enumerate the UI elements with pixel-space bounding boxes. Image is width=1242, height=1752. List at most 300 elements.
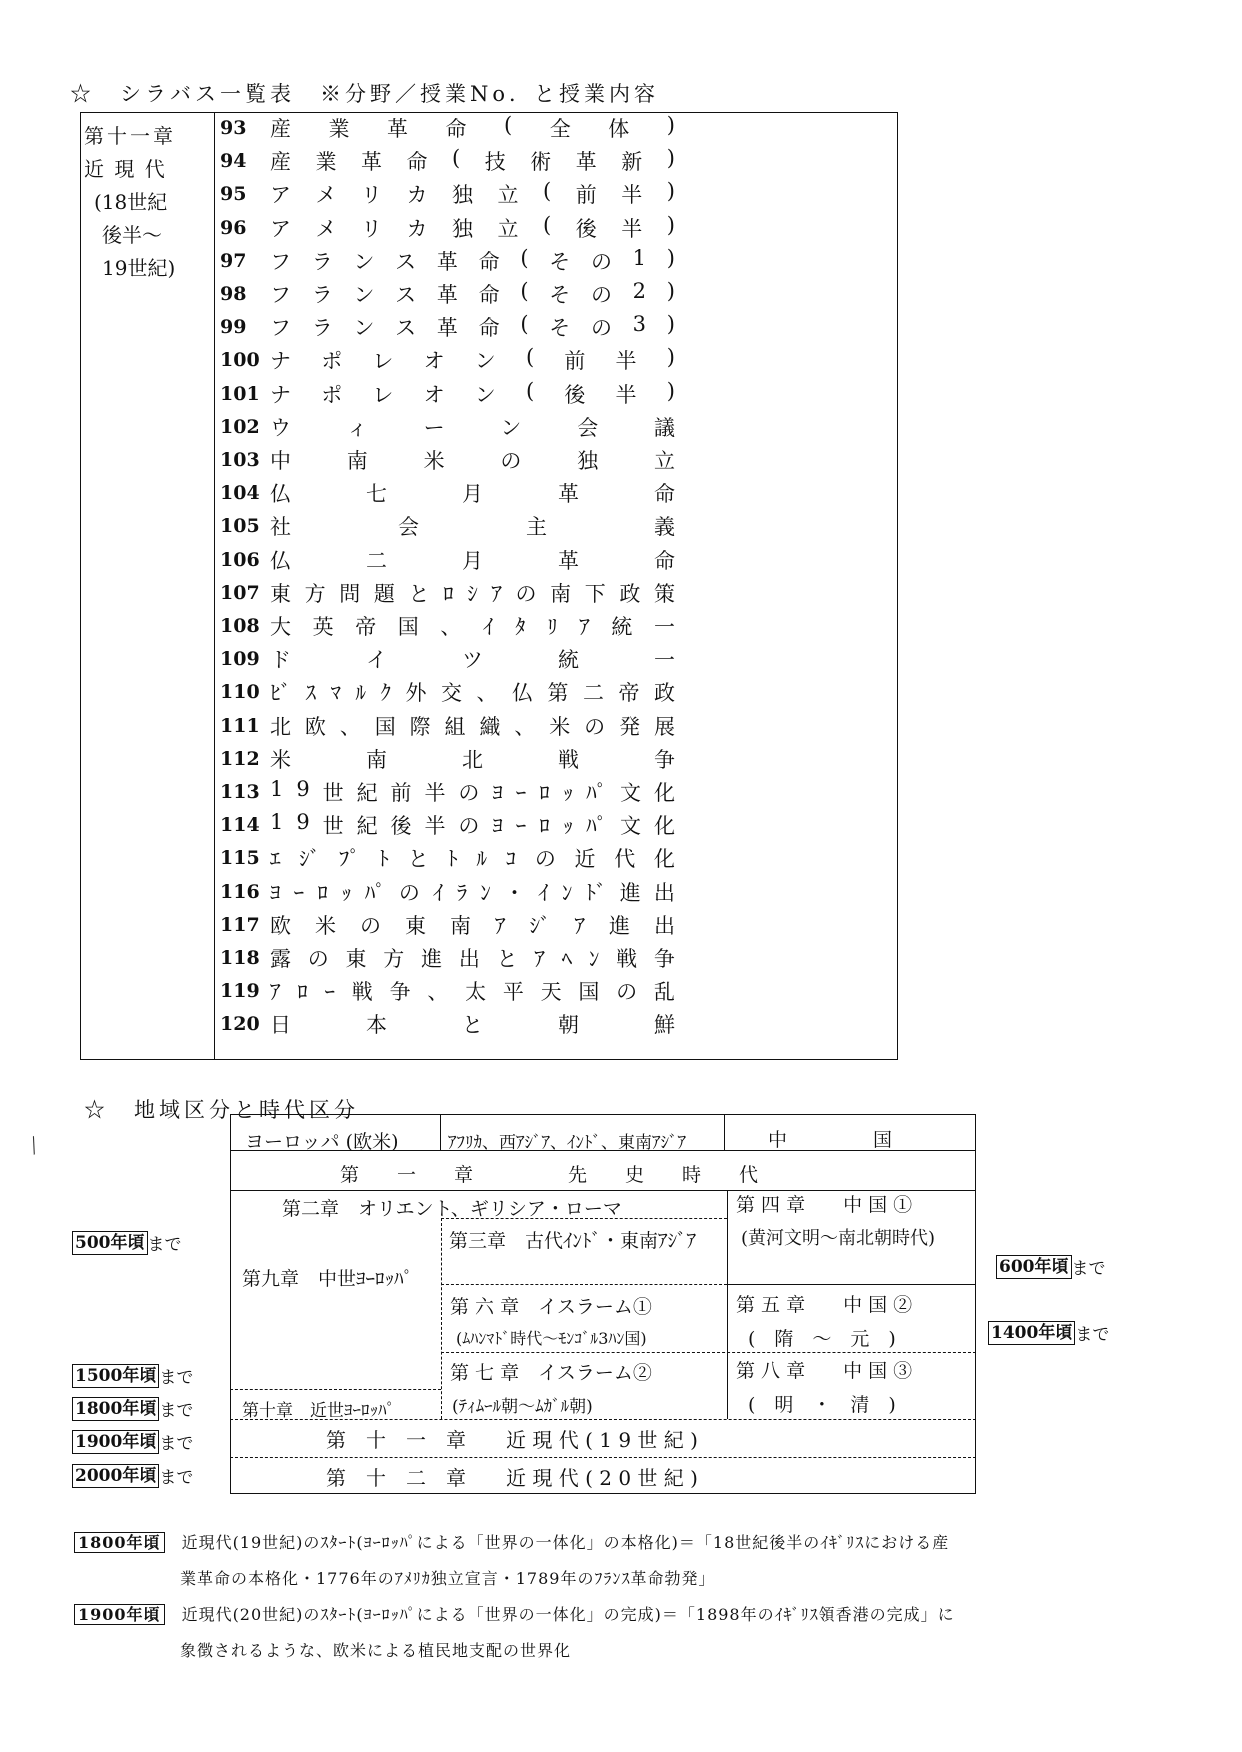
lesson-char: ) — [666, 146, 675, 171]
lesson-char: ン — [353, 316, 375, 341]
lesson-char: 方 — [383, 947, 405, 971]
lesson-char: 方 — [304, 581, 326, 606]
lesson-char: と — [462, 1013, 483, 1038]
lesson-char: 南 — [550, 581, 572, 606]
lesson-char: メ — [315, 183, 337, 208]
grid-line — [441, 1352, 976, 1353]
lesson-char: 主 — [526, 515, 547, 540]
lesson-number: 113 — [220, 781, 260, 803]
lesson-char: ｱ — [579, 615, 590, 639]
lesson-char: リ — [361, 183, 382, 208]
chapter-2: 第二章 オリエント、ギリシア・ローマ — [282, 1198, 622, 1220]
lesson-char: 化 — [653, 847, 675, 872]
lesson-char: ﾙ — [476, 847, 488, 872]
lesson-char: 朝 — [558, 1013, 579, 1038]
lesson-char: 9 — [296, 810, 310, 835]
lesson-char: 題 — [373, 581, 395, 606]
lesson-title — [270, 578, 675, 608]
lesson-char: ﾀ — [515, 615, 526, 639]
lesson-char: ( — [520, 312, 529, 337]
lesson-char: 命 — [478, 249, 500, 274]
lesson-char: 策 — [654, 581, 675, 606]
lesson-char: 紀 — [356, 781, 378, 805]
lesson-char: 展 — [653, 714, 675, 739]
lesson-char: ｼﾞ — [299, 847, 321, 872]
lesson-title — [270, 943, 675, 973]
lesson-char: ｯ — [562, 781, 574, 805]
lesson-title — [270, 179, 675, 209]
lesson-number: 103 — [220, 449, 260, 471]
lesson-char: 3 — [632, 312, 647, 337]
year-label-1500 — [72, 1363, 193, 1388]
lesson-char: 際 — [409, 714, 431, 739]
lesson-char: ( — [525, 345, 535, 370]
lesson-char: ｴ — [270, 847, 281, 872]
lesson-title — [270, 644, 675, 674]
lesson-char: ﾛ — [317, 880, 328, 905]
lesson-char: 革 — [436, 283, 458, 307]
lesson-char: 国 — [397, 615, 419, 639]
lesson-char: ス — [395, 283, 417, 307]
lesson-title — [270, 412, 675, 442]
lesson-char: ｱ — [270, 980, 281, 1005]
lesson-row — [220, 745, 675, 773]
lesson-char: 政 — [619, 581, 641, 606]
lesson-title — [270, 1009, 675, 1039]
lesson-char: ﾙ — [355, 681, 366, 706]
lesson-number: 101 — [220, 382, 260, 405]
lesson-row — [220, 645, 675, 673]
lesson-title — [270, 976, 675, 1006]
year-suffix: まで — [159, 1368, 194, 1388]
lesson-number: 106 — [220, 548, 260, 571]
lesson-char: ﾗ — [456, 880, 468, 905]
year-box: 1500年頃 — [72, 1364, 159, 1388]
lesson-row — [220, 944, 675, 972]
lesson-row — [220, 678, 675, 706]
lesson-char: ﾛ — [443, 581, 454, 606]
lesson-char: 社 — [270, 515, 291, 540]
lesson-char: の — [500, 449, 522, 473]
lesson-title — [270, 113, 675, 143]
lesson-char: 立 — [497, 216, 519, 241]
lesson-char: ｰ — [515, 781, 527, 805]
lesson-char: 業 — [328, 117, 350, 141]
lesson-row — [220, 712, 675, 740]
lesson-char: ﾄ — [447, 847, 458, 872]
lesson-char: の — [307, 947, 329, 971]
lesson-char: 国 — [374, 714, 396, 739]
lesson-char: ( — [543, 212, 552, 237]
lesson-char: と — [408, 581, 430, 606]
lesson-title — [270, 877, 675, 907]
lesson-title — [270, 345, 675, 375]
lesson-char: 後 — [390, 814, 412, 839]
lesson-char: ( — [525, 378, 535, 403]
chapter-5-sub: ( 隋 ～ 元 ) — [748, 1328, 896, 1350]
lesson-char: 戦 — [558, 747, 579, 772]
lesson-char: 後 — [575, 216, 597, 241]
lesson-number: 118 — [220, 947, 260, 969]
lesson-char: の — [584, 714, 606, 739]
lesson-char: 出 — [654, 913, 675, 938]
lesson-char: 会 — [577, 415, 599, 440]
lesson-char: 独 — [577, 449, 599, 473]
grid-line — [724, 1114, 725, 1151]
note-year-box: 1800年頃 — [74, 1532, 165, 1553]
lesson-char: 米 — [423, 449, 445, 473]
lesson-char: 二 — [583, 681, 604, 706]
lesson-title — [270, 146, 675, 176]
year-label-500 — [72, 1230, 182, 1255]
lesson-char: ｱ — [495, 913, 506, 938]
lesson-char: カ — [406, 216, 428, 241]
lesson-char: 命 — [478, 316, 500, 341]
lesson-char: レ — [372, 382, 394, 407]
lesson-char: ﾄ — [378, 847, 390, 872]
lesson-title — [270, 511, 675, 541]
periods-title: ☆ 地域区分と時代区分 — [84, 1098, 359, 1122]
chapter-1: 第 一 章 先 史 時 代 — [340, 1164, 759, 1186]
lesson-char: ﾝ — [480, 880, 491, 905]
lesson-row — [220, 612, 675, 640]
lesson-row — [220, 778, 675, 806]
lesson-number: 96 — [220, 216, 247, 239]
lesson-char: ( — [520, 279, 529, 303]
lesson-char: ン — [353, 249, 375, 274]
lesson-char: 英 — [312, 615, 334, 639]
lesson-char: 立 — [653, 449, 675, 473]
lesson-number: 116 — [220, 880, 260, 903]
lesson-char: ナ — [270, 382, 291, 407]
lesson-row — [220, 512, 675, 540]
lesson-char: 化 — [653, 781, 675, 805]
note-1800 — [74, 1530, 949, 1553]
lesson-char: 産 — [270, 117, 291, 141]
chapter-5-title: 第 五 章 中 国 ② — [736, 1294, 913, 1316]
lesson-char: 全 — [549, 117, 571, 141]
year-box: 1800年頃 — [72, 1397, 159, 1421]
lesson-char: ﾊﾟ — [586, 814, 608, 839]
lesson-char: ) — [666, 212, 675, 237]
lesson-char: ラ — [311, 283, 333, 307]
lesson-char: の — [360, 913, 381, 938]
chapter-6-sub: (ﾑﾊﾝﾏﾄﾞ時代～ﾓﾝｺﾞﾙ3ﾊﾝ国) — [456, 1329, 647, 1348]
lesson-char: フ — [270, 249, 291, 274]
lesson-title — [270, 478, 675, 508]
note-1900 — [74, 1602, 955, 1625]
lesson-char: 独 — [452, 216, 473, 241]
chapter-4-title: 第 四 章 中 国 ① — [736, 1194, 913, 1216]
lesson-title — [270, 445, 675, 475]
lesson-char: そ — [549, 283, 571, 307]
lesson-char: 、 — [339, 714, 361, 739]
lesson-char: ｼ — [467, 581, 478, 606]
lesson-char: 争 — [389, 980, 411, 1005]
lesson-char: 米 — [549, 714, 571, 739]
lesson-char: ラ — [311, 249, 333, 274]
lesson-char: ｼﾞ — [529, 913, 551, 938]
lesson-char: 議 — [653, 415, 675, 440]
lesson-char: 統 — [558, 648, 579, 673]
chapter-9: 第九章 中世ﾖｰﾛｯﾊﾟ — [242, 1268, 414, 1290]
lesson-char: 第 — [547, 681, 569, 706]
lesson-char: 露 — [270, 947, 291, 971]
lesson-char: 半 — [424, 814, 446, 839]
lesson-char: 後 — [564, 382, 586, 407]
lesson-char: ﾛ — [539, 781, 550, 805]
lesson-char: 政 — [654, 681, 675, 706]
lesson-number: 108 — [220, 615, 260, 637]
lesson-char: ) — [666, 245, 675, 270]
lesson-char: 技 — [484, 150, 506, 175]
lesson-number: 104 — [220, 482, 260, 505]
lesson-char: イ — [366, 648, 387, 673]
lesson-char: 命 — [654, 482, 675, 507]
lesson-char: ) — [666, 345, 675, 370]
lesson-char: オ — [423, 349, 445, 374]
lesson-char: 欧 — [304, 714, 326, 739]
lesson-char: ｰ — [324, 980, 336, 1005]
lesson-char: ﾍ — [561, 947, 573, 971]
lesson-number: 119 — [220, 980, 260, 1003]
lesson-char: 太 — [465, 980, 487, 1005]
lesson-char: 本 — [366, 1013, 387, 1038]
lesson-char: 七 — [366, 482, 387, 507]
lesson-title — [270, 744, 675, 774]
lesson-char: ス — [395, 316, 417, 341]
lesson-row — [220, 878, 675, 906]
lesson-number: 120 — [220, 1013, 260, 1036]
lesson-char: 一 — [654, 648, 675, 673]
lesson-number: 117 — [220, 913, 260, 936]
lesson-char: 北 — [462, 747, 483, 772]
lesson-row — [220, 247, 675, 275]
lesson-char: 織 — [479, 714, 501, 739]
lesson-char: ﾄﾞ — [585, 880, 607, 905]
lesson-char: 月 — [462, 482, 483, 507]
lesson-char: ﾝ — [588, 947, 600, 971]
lesson-char: ウ — [270, 415, 291, 440]
lesson-title — [270, 611, 675, 641]
lesson-char: 半 — [621, 216, 643, 241]
lesson-char: 中 — [270, 449, 291, 473]
year-box: 600年頃 — [996, 1255, 1072, 1279]
lesson-char: ﾛ — [539, 814, 550, 839]
year-suffix: まで — [159, 1401, 194, 1421]
chapter-label-2: 近 現 代 — [84, 157, 167, 181]
lesson-char: 南 — [346, 449, 368, 473]
lesson-char: 命 — [445, 117, 467, 141]
lesson-char: 東 — [405, 913, 426, 938]
lesson-char: ア — [270, 183, 291, 208]
lesson-title — [270, 545, 675, 575]
lesson-number: 93 — [220, 117, 247, 139]
lesson-char: 紀 — [356, 814, 378, 839]
lesson-char: の — [458, 814, 480, 839]
lesson-char: 9 — [296, 777, 310, 801]
lesson-char: ナ — [270, 349, 291, 374]
lesson-char: ｸ — [380, 681, 391, 706]
lesson-char: 進 — [421, 947, 443, 971]
lesson-char: ﾘ — [547, 615, 558, 639]
lesson-row — [220, 546, 675, 574]
lesson-char: の — [398, 880, 420, 905]
grid-line — [230, 1389, 441, 1390]
lesson-char: 会 — [398, 515, 419, 540]
lesson-char: 代 — [614, 847, 636, 872]
note-text: 近現代(19世紀)のｽﾀｰﾄ(ﾖｰﾛｯﾊﾟによる「世界の一体化」の本格化)＝「18世紀後半のｲｷﾞﾘｽにおける産 — [181, 1533, 950, 1552]
lesson-char: 近 — [574, 847, 596, 872]
lesson-number: 110 — [220, 681, 260, 704]
lesson-char: 産 — [270, 150, 291, 175]
lesson-char: の — [458, 781, 480, 805]
year-box: 500年頃 — [72, 1231, 148, 1255]
lesson-char: 1 — [270, 777, 284, 801]
lesson-char: 東 — [345, 947, 367, 971]
lesson-char: 東 — [270, 581, 291, 606]
lesson-row — [220, 214, 675, 242]
lesson-row — [220, 479, 675, 507]
lesson-char: 新 — [621, 150, 643, 175]
lesson-number: 98 — [220, 283, 247, 305]
lesson-row — [220, 147, 675, 175]
lesson-row — [220, 1010, 675, 1038]
lesson-char: ｲ — [482, 615, 494, 639]
chapter-12: 第 十 二 章 近 現 代 ( 2 0 世 紀 ) — [326, 1466, 698, 1490]
lesson-char: ｯ — [341, 880, 352, 905]
lesson-char: 文 — [620, 814, 641, 839]
lesson-char: 半 — [621, 183, 643, 208]
year-label-1800 — [72, 1396, 193, 1421]
lesson-char: 国 — [578, 980, 600, 1005]
lesson-char: ラ — [311, 316, 333, 341]
lesson-number: 102 — [220, 415, 260, 438]
lesson-number: 115 — [220, 847, 260, 870]
lesson-char: 仏 — [270, 548, 291, 573]
lesson-char: ﾝ — [561, 880, 573, 905]
lesson-number: 109 — [220, 648, 260, 671]
lesson-char: 欧 — [270, 913, 291, 938]
lesson-title — [270, 379, 675, 409]
lesson-char: ｱ — [574, 913, 585, 938]
lesson-char: の — [590, 316, 612, 341]
lesson-char: ( — [504, 113, 513, 137]
lesson-char: ｲ — [433, 880, 444, 905]
year-label-600 — [996, 1254, 1106, 1279]
lesson-char: ﾖ — [492, 781, 503, 805]
header-asia: ｱﾌﾘｶ、西ｱｼﾞｱ、ｲﾝﾄﾞ、東南ｱｼﾞｱ — [448, 1133, 686, 1153]
lesson-char: 乱 — [653, 980, 675, 1005]
lesson-char: 鮮 — [654, 1013, 675, 1038]
lesson-title — [270, 843, 675, 873]
grid-line — [230, 1457, 976, 1458]
year-label-1900 — [72, 1429, 193, 1454]
lesson-char: ｯ — [562, 814, 574, 839]
lesson-char: 革 — [361, 150, 382, 175]
lesson-char: 二 — [366, 548, 387, 573]
lesson-char: ポ — [321, 349, 343, 374]
lesson-row — [220, 413, 675, 441]
lesson-row — [220, 977, 675, 1005]
lesson-char: の — [515, 581, 537, 606]
grid-line — [727, 1284, 976, 1285]
chapter-8-title: 第 八 章 中 国 ③ — [736, 1360, 913, 1382]
lesson-char: 革 — [436, 249, 458, 274]
chapter-7-sub: (ﾃｨﾑｰﾙ朝～ﾑｶﾞﾙ朝) — [452, 1397, 593, 1417]
note-text: 近現代(20世紀)のｽﾀｰﾄ(ﾖｰﾛｯﾊﾟによる「世界の一体化」の完成)＝「1898年のｲｷﾞﾘｽ領香港の完成」に — [181, 1605, 955, 1624]
lesson-char: ﾊﾟ — [364, 880, 386, 905]
year-suffix: まで — [1071, 1259, 1106, 1279]
lesson-char: 仏 — [512, 681, 533, 706]
lesson-number: 97 — [220, 249, 247, 272]
lesson-title — [270, 777, 675, 807]
lesson-char: ツ — [462, 648, 483, 673]
lesson-char: ィ — [346, 415, 368, 440]
lesson-char: ｱ — [491, 581, 502, 606]
lesson-char: 大 — [270, 615, 291, 639]
lesson-char: の — [616, 980, 638, 1005]
lesson-row — [220, 114, 675, 142]
lesson-char: ン — [474, 382, 496, 407]
lesson-char: ( — [543, 179, 552, 204]
chapter-11: 第 十 一 章 近 現 代 ( 1 9 世 紀 ) — [326, 1428, 698, 1452]
lesson-char: ｲ — [538, 880, 549, 905]
lesson-char: ﾏ — [330, 681, 341, 706]
lesson-char: 戦 — [351, 980, 373, 1005]
chapter-7-title: 第 七 章 イスラーム② — [450, 1362, 652, 1384]
syllabus-title: ☆ シラバス一覧表 ※分野／授業No．と授業内容 — [70, 82, 660, 106]
lesson-char: 仏 — [270, 482, 291, 507]
lesson-char: 命 — [406, 150, 428, 175]
lesson-char: ( — [520, 245, 529, 270]
lesson-char: 、 — [440, 615, 462, 639]
lesson-char: 進 — [619, 880, 641, 905]
lesson-char: 組 — [444, 714, 466, 739]
lesson-char: ｱ — [534, 947, 545, 971]
lesson-char: 革 — [436, 316, 458, 341]
lesson-char: と — [496, 947, 518, 971]
lesson-char: 世 — [322, 781, 344, 805]
lesson-row — [220, 380, 675, 408]
lesson-char: ン — [500, 415, 522, 440]
lesson-title — [270, 213, 675, 243]
lesson-char: 争 — [654, 747, 675, 772]
lesson-char: 体 — [608, 117, 630, 141]
lesson-title — [270, 312, 675, 342]
chapter-label-5: 19世紀) — [102, 256, 176, 280]
lesson-title — [270, 279, 675, 309]
lesson-char: 一 — [653, 615, 675, 639]
lesson-char: 、 — [427, 980, 449, 1005]
note-1900-cont: 象徴されるような、欧米による植民地支配の世界化 — [180, 1641, 572, 1660]
lesson-char: 日 — [270, 1013, 291, 1038]
year-box: 1900年頃 — [72, 1430, 159, 1454]
lesson-char: 南 — [366, 747, 387, 772]
lesson-char: 出 — [458, 947, 480, 971]
lesson-row — [220, 180, 675, 208]
lesson-char: 帝 — [355, 615, 377, 639]
lesson-title — [270, 910, 675, 940]
grid-line — [440, 1114, 441, 1151]
lesson-char: 革 — [387, 117, 408, 141]
lesson-number: 107 — [220, 581, 260, 604]
note-1800-cont: 業革命の本格化・1776年のｱﾒﾘｶ独立宣言・1789年のﾌﾗﾝｽ革命勃発」 — [180, 1569, 716, 1588]
lesson-char: 独 — [452, 183, 473, 208]
lesson-char: 革 — [558, 482, 579, 507]
lesson-char: ｽ — [305, 681, 316, 706]
lesson-char: 命 — [654, 548, 675, 573]
